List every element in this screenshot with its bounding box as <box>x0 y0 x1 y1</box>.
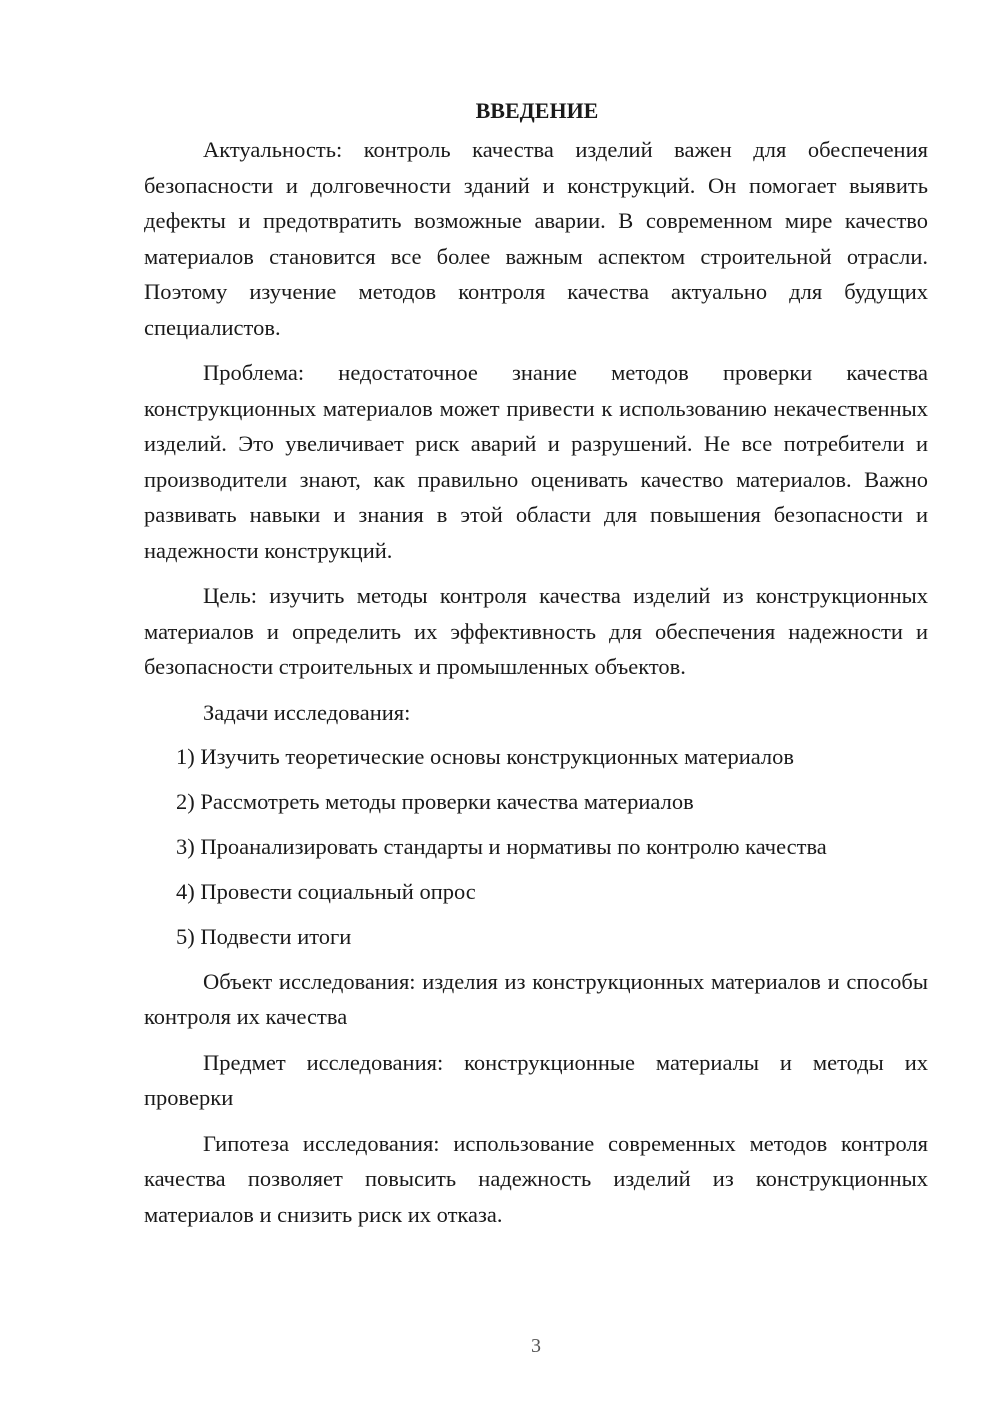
document-page <box>144 96 928 1242</box>
tasks-list <box>144 739 928 955</box>
list-item: 5) Подвести итоги <box>176 924 352 950</box>
hypothesis-paragraph: Гипотеза исследования: использование современных методов контроля качества позволяет повысить надежность изделий из конструкционных материалов и снизить риск их отказа. <box>144 1130 928 1227</box>
subject-paragraph: Предмет исследования: конструкционные материалы и методы их проверки <box>144 1049 928 1111</box>
tasks-heading: Задачи исследования: <box>203 699 411 725</box>
problem-paragraph: Проблема: недостаточное знание методов проверки качества конструкционных материалов может привести к использованию некачественных изделий. Это увеличивает риск аварий и разрушений. Не все потребители и производители знают, как правильно оценивать качество материалов. Важно развивать навыки и знания в этой области для повышения безопасности и надежности конструкций. <box>144 360 928 563</box>
list-item: 4) Провести социальный опрос <box>176 879 476 905</box>
page-title: ВВЕДЕНИЕ <box>475 98 599 123</box>
page-number: 3 <box>531 1335 541 1357</box>
list-item: 1) Изучить теоретические основы конструкционных материалов <box>176 744 795 769</box>
relevance-paragraph: Актуальность: контроль качества изделий важен для обеспечения безопасности и долговечности зданий и конструкций. Он помогает выявить дефекты и предотвратить возможные аварии. В современном мире качество материалов становится все более важным аспектом строительной отрасли. Поэтому изучение методов контроля качества актуально для будущих специалистов. <box>144 137 928 340</box>
list-item: 3) Проанализировать стандарты и нормативы по контролю качества <box>176 834 827 860</box>
object-paragraph: Объект исследования: изделия из конструкционных материалов и способы контроля их качества <box>144 968 928 1030</box>
goal-paragraph: Цель: изучить методы контроля качества изделий из конструкционных материалов и определить их эффективность для обеспечения надежности и безопасности строительных и промышленных объектов. <box>144 583 928 679</box>
list-item: 2) Рассмотреть методы проверки качества материалов <box>176 789 694 815</box>
